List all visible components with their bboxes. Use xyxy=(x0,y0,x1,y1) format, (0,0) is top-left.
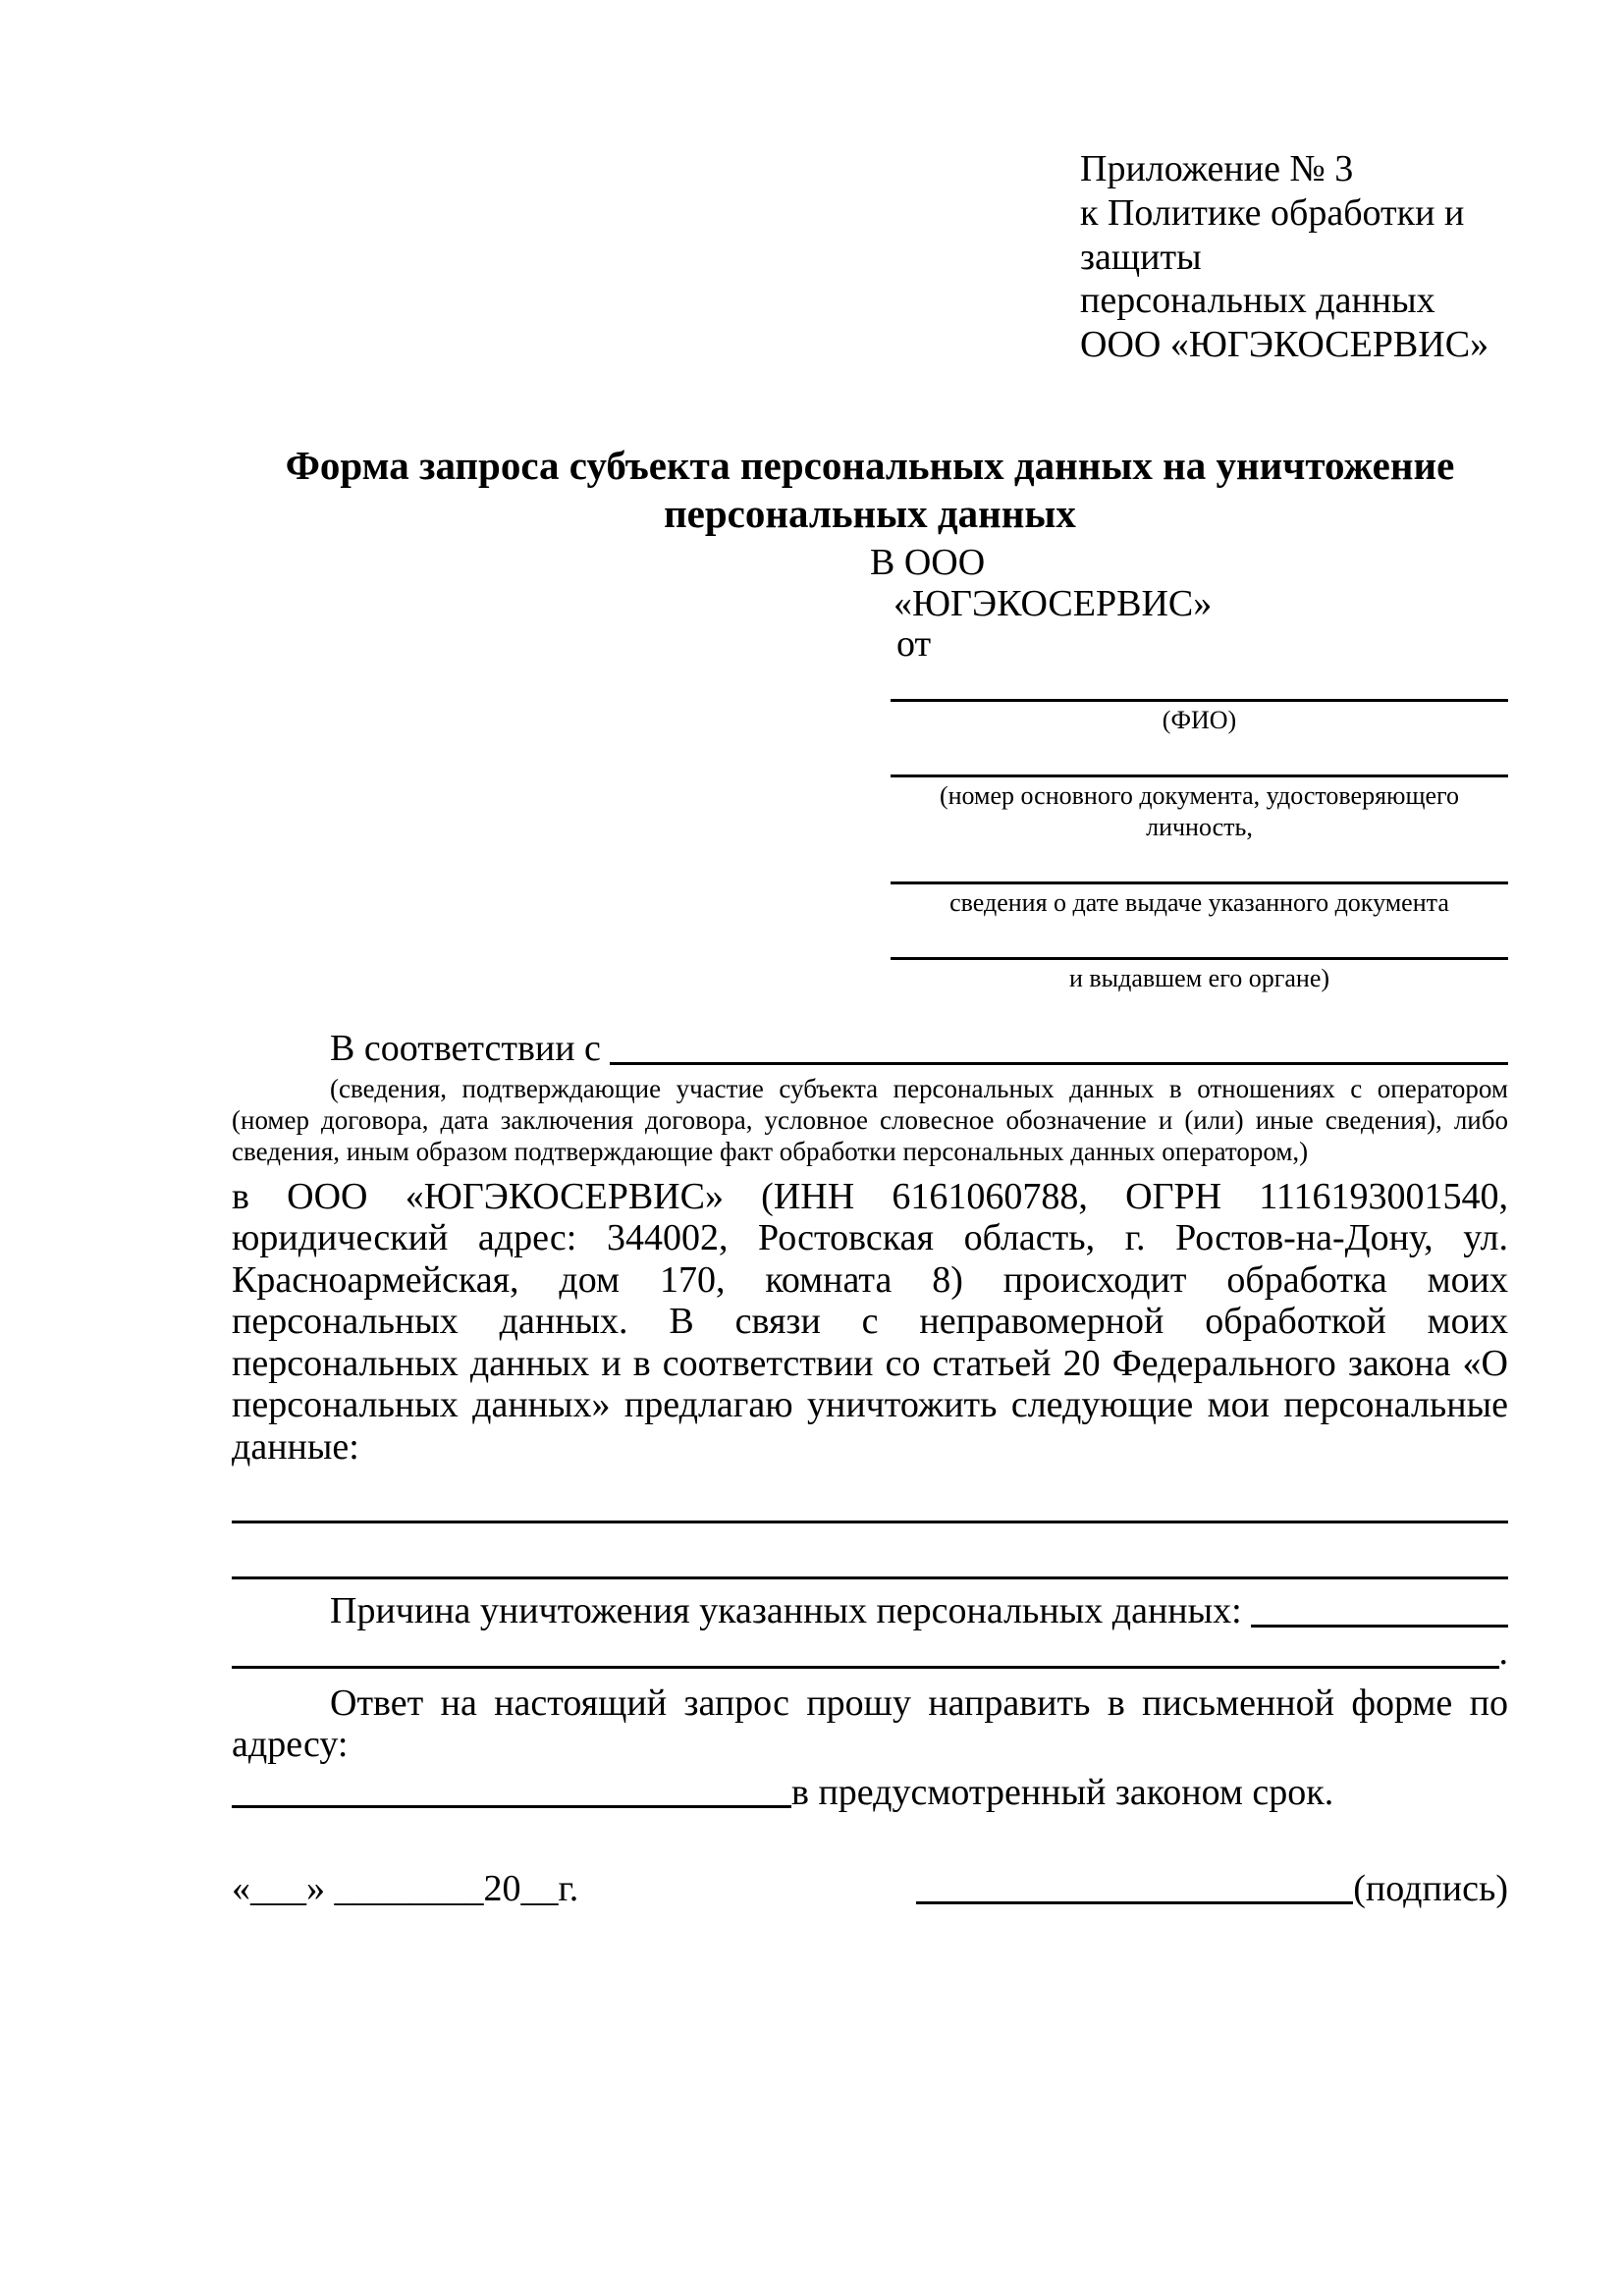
identity-document-input-line xyxy=(891,751,1508,777)
accordance-input-line xyxy=(610,1062,1508,1065)
appendix-header xyxy=(1080,147,1508,367)
request-body: в ООО «ЮГЭКОСЕРВИС» (ИНН 6161060788, ОГРН 1116193001540, юридический адрес: 344002, Ростовская область, г. Ростов-на-Дону, ул. Красноармейская, дом 170, комната 8) происходит обработка моих персональных данных. В связи с неправомерной обработкой моих персональных данных и в соответствии со статьей 20 Федерального закона «О персональных данных» предлагаю уничтожить следующие мои персональные данные: xyxy=(232,1175,1508,1468)
accordance-lead: В соответствии с xyxy=(330,1028,611,1070)
addressee-to: В ООО xyxy=(870,541,986,583)
issuing-authority-caption: и выдавшем его органе) xyxy=(1068,964,1330,993)
response-lead: Ответ на настоящий запрос прошу направить в письменной форме по адресу: xyxy=(232,1682,1508,1765)
signature-row xyxy=(232,1864,1508,1910)
document-title: Форма запроса субъекта персональных данных на уничтожение персональных данных xyxy=(285,443,1455,536)
accordance-note: (сведения, подтверждающие участие субъекта персональных данных в отношениях с оператором (номер договора, дата заключения договора, условное словесное обозначение и (или) иные сведения), либо сведения, иным образом подтверждающие факт обработки персональных данных оператором,) xyxy=(232,1074,1508,1166)
reason-input-line xyxy=(1251,1625,1508,1628)
fio-input-line xyxy=(891,675,1508,702)
reason-lead: Причина уничтожения указанных персональных данных: xyxy=(330,1590,1252,1632)
addressee-company: «ЮГЭКОСЕРВИС» xyxy=(893,582,1213,624)
addressee-from-label: от xyxy=(896,623,932,666)
address-input-line xyxy=(232,1768,791,1808)
data-to-destroy-line-1 xyxy=(232,1468,1508,1523)
identity-document-caption: (номер основного документа, удостоверяющего личность, xyxy=(939,781,1460,841)
data-to-destroy-line-2 xyxy=(232,1523,1508,1579)
signature-area xyxy=(916,1864,1508,1910)
signature-caption: (подпись) xyxy=(1353,1868,1508,1910)
accordance-row xyxy=(232,1029,1508,1070)
reason-input-line-2 xyxy=(232,1666,1499,1669)
reason-period: . xyxy=(1498,1631,1508,1674)
signature-input-line xyxy=(916,1864,1353,1904)
issue-date-caption: сведения о дате выдаче указанного документа xyxy=(949,887,1449,917)
issue-date-input-line xyxy=(891,858,1508,884)
appendix-header-line-2: к Политике обработки и защиты xyxy=(1080,191,1465,278)
appendix-header-line-3: персональных данных xyxy=(1080,280,1435,322)
addressee-block xyxy=(232,543,1508,666)
appendix-header-line-4: ООО «ЮГЭКОСЕРВИС» xyxy=(1080,324,1489,366)
reason-row-2 xyxy=(232,1632,1508,1674)
issuing-authority-input-line xyxy=(891,934,1508,960)
response-tail: в предусмотренный законом срок. xyxy=(791,1771,1334,1813)
reason-row xyxy=(232,1591,1508,1632)
fio-caption: (ФИО) xyxy=(1162,706,1237,735)
appendix-header-line-1: Приложение № 3 xyxy=(1080,148,1354,189)
applicant-fields xyxy=(891,675,1508,993)
date-blank: «___» ________20__г. xyxy=(232,1868,579,1910)
response-row-2 xyxy=(232,1768,1508,1814)
